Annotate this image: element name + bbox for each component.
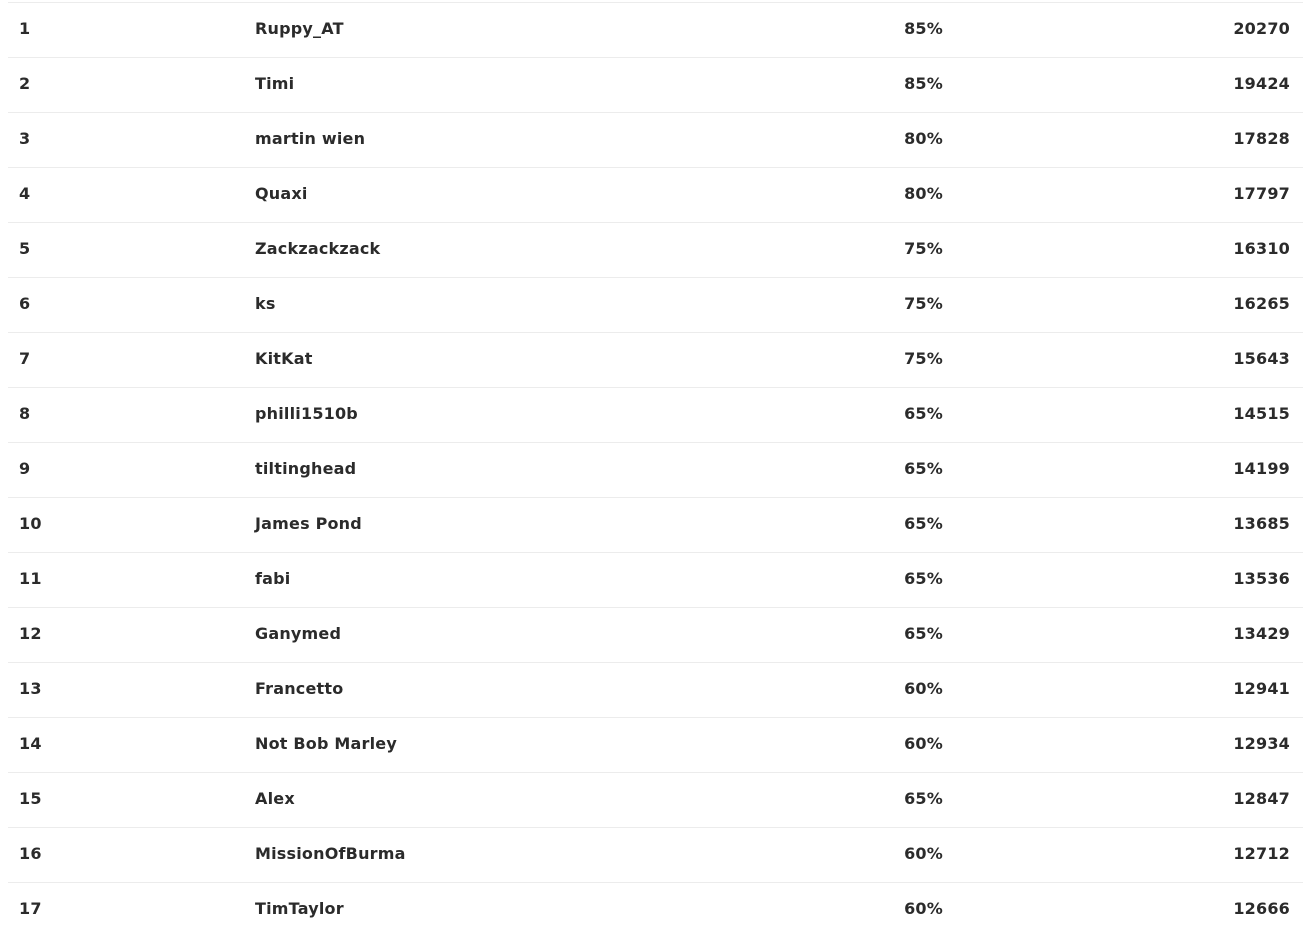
table-row — [8, 222, 1303, 277]
rank-cell: 10 — [19, 514, 42, 533]
player-name-cell: James Pond — [255, 514, 362, 533]
table-row — [8, 2, 1303, 57]
table-row — [8, 497, 1303, 552]
score-cell: 13685 — [1233, 514, 1290, 533]
rank-cell: 11 — [19, 569, 42, 588]
table-row — [8, 112, 1303, 167]
percent-cell: 65% — [904, 459, 943, 478]
table-row — [8, 772, 1303, 827]
rank-cell: 14 — [19, 734, 42, 753]
score-cell: 15643 — [1233, 349, 1290, 368]
rank-cell: 17 — [19, 899, 42, 918]
player-name-cell: Alex — [255, 789, 295, 808]
table-row — [8, 332, 1303, 387]
rank-cell: 16 — [19, 844, 42, 863]
rank-cell: 7 — [19, 349, 31, 368]
player-name-cell: Not Bob Marley — [255, 734, 397, 753]
score-cell: 14515 — [1233, 404, 1290, 423]
percent-cell: 65% — [904, 404, 943, 423]
score-cell: 12847 — [1233, 789, 1290, 808]
percent-cell: 65% — [904, 624, 943, 643]
rank-cell: 1 — [19, 19, 31, 38]
score-cell: 13536 — [1233, 569, 1290, 588]
table-row — [8, 277, 1303, 332]
table-row — [8, 167, 1303, 222]
score-cell: 19424 — [1233, 74, 1290, 93]
score-cell: 12666 — [1233, 899, 1290, 918]
table-row — [8, 607, 1303, 662]
percent-cell: 60% — [904, 899, 943, 918]
player-name-cell: fabi — [255, 569, 291, 588]
player-name-cell: Ganymed — [255, 624, 342, 643]
score-cell: 16265 — [1233, 294, 1290, 313]
table-row — [8, 662, 1303, 717]
rank-cell: 2 — [19, 74, 31, 93]
table-row — [8, 552, 1303, 607]
rank-cell: 15 — [19, 789, 42, 808]
percent-cell: 75% — [904, 239, 943, 258]
score-cell: 17828 — [1233, 129, 1290, 148]
player-name-cell: martin wien — [255, 129, 366, 148]
player-name-cell: Timi — [255, 74, 295, 93]
rank-cell: 3 — [19, 129, 31, 148]
score-cell: 12712 — [1233, 844, 1290, 863]
player-name-cell: KitKat — [255, 349, 313, 368]
rank-cell: 8 — [19, 404, 31, 423]
rank-cell: 9 — [19, 459, 31, 478]
player-name-cell: Zackzackzack — [255, 239, 381, 258]
leaderboard-table — [8, 2, 1303, 937]
table-row — [8, 387, 1303, 442]
percent-cell: 85% — [904, 19, 943, 38]
score-cell: 16310 — [1233, 239, 1290, 258]
score-cell: 12941 — [1233, 679, 1290, 698]
player-name-cell: Ruppy_AT — [255, 19, 344, 38]
rank-cell: 12 — [19, 624, 42, 643]
table-row — [8, 57, 1303, 112]
table-row — [8, 717, 1303, 772]
table-row — [8, 442, 1303, 497]
player-name-cell: ks — [255, 294, 276, 313]
percent-cell: 60% — [904, 844, 943, 863]
player-name-cell: MissionOfBurma — [255, 844, 406, 863]
rank-cell: 4 — [19, 184, 31, 203]
rank-cell: 5 — [19, 239, 31, 258]
player-name-cell: Francetto — [255, 679, 344, 698]
score-cell: 12934 — [1233, 734, 1290, 753]
percent-cell: 65% — [904, 789, 943, 808]
percent-cell: 85% — [904, 74, 943, 93]
player-name-cell: Quaxi — [255, 184, 308, 203]
player-name-cell: TimTaylor — [255, 899, 344, 918]
percent-cell: 65% — [904, 569, 943, 588]
score-cell: 17797 — [1233, 184, 1290, 203]
player-name-cell: tiltinghead — [255, 459, 357, 478]
score-cell: 14199 — [1233, 459, 1290, 478]
percent-cell: 80% — [904, 129, 943, 148]
table-row — [8, 882, 1303, 937]
percent-cell: 60% — [904, 734, 943, 753]
percent-cell: 75% — [904, 349, 943, 368]
rank-cell: 6 — [19, 294, 31, 313]
percent-cell: 60% — [904, 679, 943, 698]
table-row — [8, 827, 1303, 882]
percent-cell: 75% — [904, 294, 943, 313]
player-name-cell: philli1510b — [255, 404, 358, 423]
score-cell: 20270 — [1233, 19, 1290, 38]
percent-cell: 65% — [904, 514, 943, 533]
percent-cell: 80% — [904, 184, 943, 203]
rank-cell: 13 — [19, 679, 42, 698]
score-cell: 13429 — [1233, 624, 1290, 643]
